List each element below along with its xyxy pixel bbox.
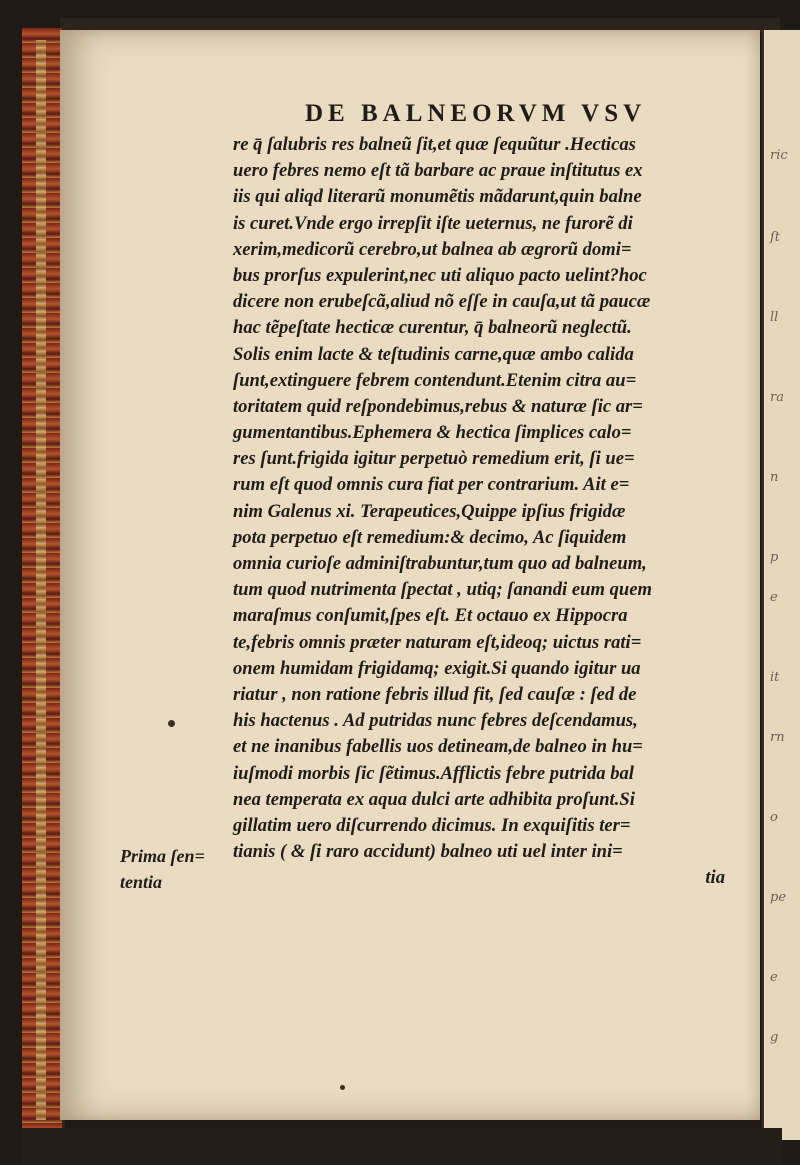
text-line: iuſmodi morbis ſic ſẽtimus.Afflictis febre putrida bal <box>233 762 634 784</box>
text-line: tum quod nutrimenta ſpectat , utiq; ſanandi eum quem <box>233 579 652 601</box>
facing-fragment: rn <box>770 730 785 745</box>
text-line: dicere non erubeſcã,aliud nõ eſſe in cauſa,ut tã paucæ <box>233 291 651 313</box>
text-line: hac tẽpeſtate hecticæ curentur, q̄ balneorũ neglectũ. <box>233 317 632 339</box>
text-line: Solis enim lacte & teſtudinis carne,quæ ambo calida <box>233 343 634 365</box>
text-line: bus prorſus expulerint,nec uti aliquo pacto uelint?hoc <box>233 264 647 286</box>
text-line: onem humidam frigidamq; exigit.Si quando igitur ua <box>233 657 641 679</box>
facing-page-edge <box>762 30 800 1140</box>
text-line: nim Galenus xi. Terapeutices,Quippe ipſius frigidæ <box>233 500 626 522</box>
catchword: tia <box>705 867 725 889</box>
text-line: his hactenus . Ad putridas nunc febres deſcendamus, <box>233 710 638 732</box>
text-line: riatur , non ratione febris illud fit, ſed cauſæ : ſed de <box>233 683 637 705</box>
text-line: ſunt,extinguere febrem contendunt.Etenim citra au= <box>233 369 637 391</box>
bottom-shadow <box>22 1128 782 1165</box>
body-text <box>233 132 733 891</box>
text-line: et ne inanibus fabellis uos detineam,de balneo in hu= <box>233 736 643 758</box>
binding-gilt-edge <box>36 40 46 1120</box>
text-line: gumentantibus.Ephemera & hectica ſimplices calo= <box>233 422 632 444</box>
facing-fragment: e <box>770 970 778 985</box>
text-line: nea temperata ex aqua dulci arte adhibita proſunt.Si <box>233 788 635 810</box>
text-line: res ſunt.frigida igitur perpetuò remedium erit, ſi ue= <box>233 448 635 470</box>
facing-fragment: n <box>770 470 779 485</box>
text-line: iis qui aliqd literarũ monumẽtis mãdarunt,quin balne <box>233 186 642 208</box>
facing-fragment: ſt <box>770 230 781 245</box>
text-line: tianis ( & ſi raro accidunt) balneo uti uel inter ini= <box>233 841 623 863</box>
marginal-note-line: Prima ſen= <box>120 846 205 866</box>
text-line: toritatem quid reſpondebimus,rebus & naturæ ſic ar= <box>233 395 643 417</box>
marginal-note <box>120 843 230 895</box>
marginal-note-line: tentia <box>120 872 163 892</box>
facing-fragment: p <box>770 550 779 565</box>
facing-fragment: ll <box>770 310 779 325</box>
text-line: te,febris omnis præter naturam eſt,ideoq; uictus rati= <box>233 631 642 653</box>
running-head: DE BALNEORVM VSV <box>305 100 647 127</box>
text-line: re q̄ ſalubris res balneũ ſit,et quæ ſequũtur .Hecticas <box>233 134 636 155</box>
facing-fragment: e <box>770 590 778 605</box>
facing-fragment: o <box>770 810 778 825</box>
facing-fragment: ra <box>770 390 784 405</box>
text-line: xerim,medicorũ cerebro,ut balnea ab ægrorũ domi= <box>233 238 632 260</box>
facing-fragment: pe <box>770 890 787 905</box>
ink-speck <box>168 720 175 727</box>
text-line: omnia curioſe adminiſtrabuntur,tum quo ad balneum, <box>233 553 647 574</box>
text-line: uero febres nemo eſt tã barbare ac praue inſtitutus ex <box>233 160 643 182</box>
text-line: is curet.Vnde ergo irrepſit iſte ueternus, ne furorẽ di <box>233 212 633 234</box>
facing-fragment: it <box>770 670 780 685</box>
text-line: pota perpetuo eſt remedium:& decimo, Ac ſiquidem <box>233 526 627 548</box>
text-line: rum eſt quod omnis cura fiat per contrarium. Ait e= <box>233 474 630 496</box>
facing-fragment: g <box>770 1030 779 1045</box>
text-line: gillatim uero diſcurrendo dicimus. In exquiſitis ter= <box>233 814 631 836</box>
text-line: maraſmus conſumit,ſpes eſt. Et octauo ex Hippocra <box>233 605 628 627</box>
ink-speck <box>340 1085 345 1090</box>
facing-fragment: ric <box>770 148 788 163</box>
